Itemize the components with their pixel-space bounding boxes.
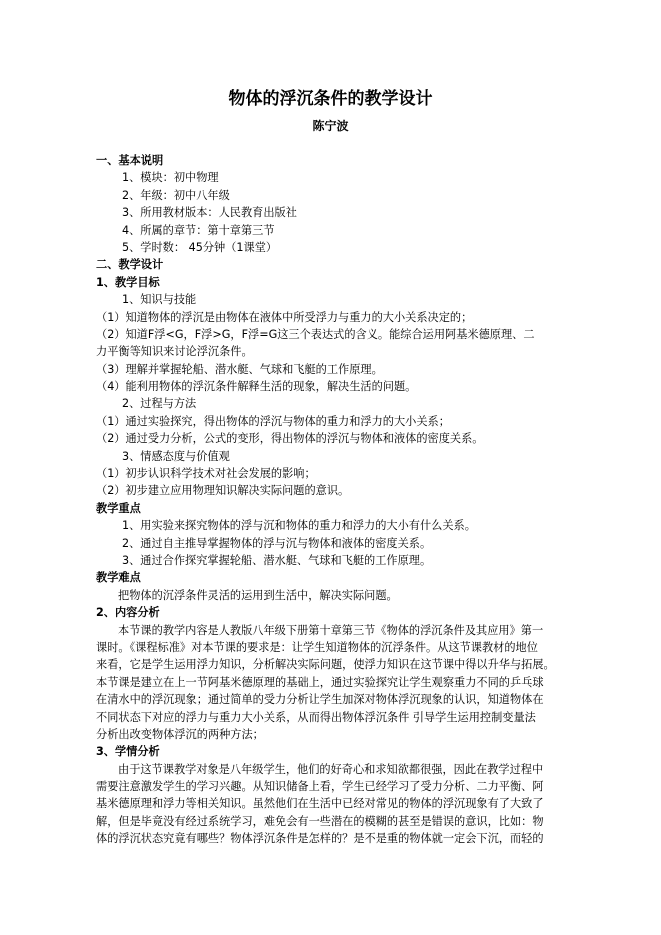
basic-item: 2、年级：初中八年级	[122, 188, 230, 202]
key-point-item: 3、通过合作探究掌握轮船、潜水艇、气球和飞艇的工作原理。	[122, 553, 432, 567]
basic-item: 3、所用教材版本：人民教育出版社	[122, 206, 297, 220]
goals-subheading: 1、知识与技能	[122, 293, 197, 307]
goals-subheading: 3、情感态度与价值观	[122, 449, 230, 463]
content-paragraph-line: 不同状态下对应的浮力与重力大小关系，从而得出物体浮沉条件 引导学生运用控制变量法	[96, 710, 536, 724]
subheading-content-analysis: 2、内容分析	[96, 606, 160, 620]
learner-paragraph-line: 基米德原理和浮力等相关知识。虽然他们在生活中已经对常见的物体的浮沉现象有了大致了	[96, 797, 544, 811]
goal-item: （1）通过实验探究，得出物体的浮沉与物体的重力和浮力的大小关系；	[96, 414, 450, 428]
goal-item: （4）能利用物体的浮沉条件解释生活的现象，解决生活的问题。	[96, 380, 417, 394]
key-point-item: 2、通过自主推导掌握物体的浮与沉与物体和液体的密度关系。	[122, 536, 432, 550]
difficult-point-text: 把物体的沉浮条件灵活的运用到生活中，解决实际问题。	[118, 588, 398, 602]
basic-item: 5、学时数： 45分钟（1课堂）	[122, 240, 278, 254]
basic-item: 4、所属的章节：第十章第三节	[122, 223, 275, 237]
subheading-goals: 1、教学目标	[96, 275, 160, 289]
learner-paragraph-line: 需要注意激发学生的学习兴趣。从知识储备上看，学生已经学习了受力分析、二力平衡、阿	[96, 780, 544, 794]
author-name: 陈宁波	[312, 119, 349, 133]
goal-item: 力平衡等知识来讨论浮沉条件。	[96, 345, 253, 359]
goal-item: （3）理解并掌握轮船、潜水艇、气球和飞艇的工作原理。	[96, 362, 383, 376]
goals-subheading: 2、过程与方法	[122, 397, 197, 411]
goal-item: （2）初步建立应用物理知识解决实际问题的意识。	[96, 484, 350, 498]
goal-item: （1）知道物体的浮沉是由物体在液体中所受浮力与重力的大小关系决定的；	[96, 310, 473, 324]
content-paragraph-line: 来看，它是学生运用浮力知识，分析解决实际问题，使浮力知识在这节课中得以升华与拓展。	[96, 658, 555, 672]
goal-item: （2）知道F浮<G，F浮>G，F浮=G这三个表达式的含义。能综合运用阿基米德原理、二	[96, 327, 535, 341]
basic-item: 1、模块：初中物理	[122, 171, 219, 185]
section-heading-design: 二、教学设计	[96, 258, 164, 272]
document-title: 物体的浮沉条件的教学设计	[228, 89, 433, 109]
content-paragraph-line: 本节课的教学内容是人教版八年级下册第十章第三节《物体的浮沉条件及其应用》第一	[118, 623, 544, 637]
subheading-learner-analysis: 3、学情分析	[96, 745, 160, 759]
learner-paragraph-line: 由于这节课教学对象是八年级学生，他们的好奇心和求知欲都很强，因此在教学过程中	[118, 762, 544, 776]
content-paragraph-line: 课时。《课程标准》对本节课的要求是：让学生知道物体的沉浮条件。从这节课教材的地位	[96, 640, 538, 654]
document-body	[96, 152, 576, 848]
goal-item: （2）通过受力分析，公式的变形，得出物体的浮沉与物体和液体的密度关系。	[96, 432, 484, 446]
content-paragraph-line: 本节课是建立在上一节阿基米德原理的基础上，通过实验探究让学生观察重力不同的乒乓球	[96, 675, 544, 689]
content-paragraph-line: 分析出改变物体浮沉的两种方法；	[96, 727, 264, 741]
subheading-key-points: 教学重点	[96, 501, 141, 515]
goal-item: （1）初步认识科学技术对社会发展的影响；	[96, 467, 316, 481]
subheading-difficult-points: 教学难点	[96, 571, 141, 585]
content-paragraph-line: 在清水中的浮沉现象；通过简单的受力分析让学生加深对物体浮沉现象的认识，知道物体在	[96, 693, 544, 707]
section-heading-basic: 一、基本说明	[96, 154, 164, 167]
key-point-item: 1、用实验来探究物体的浮与沉和物体的重力和浮力的大小有什么关系。	[122, 519, 476, 533]
learner-paragraph-line: 体的浮沉状态究竟有哪些？物体浮沉条件是怎样的？是不是重的物体就一定会下沉，而轻的	[96, 832, 544, 846]
learner-paragraph-line: 解，但是毕竟没有经过系统学习，难免会有一些潜在的模糊的甚至是错误的意识，比如：物	[96, 814, 544, 828]
